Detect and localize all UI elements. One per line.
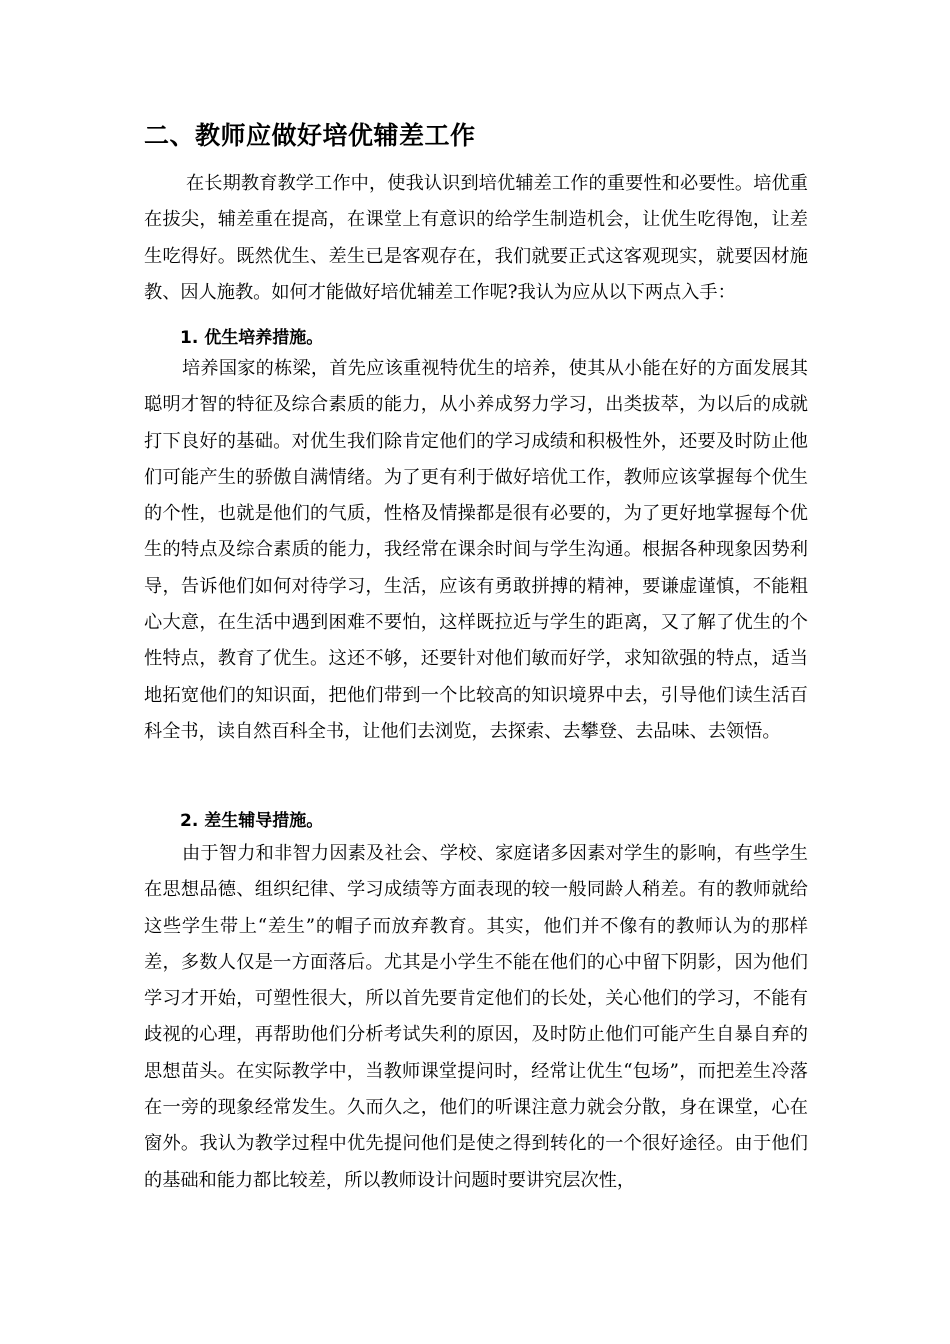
struggling-student-paragraph: 由于智力和非智力因素及社会、学校、家庭诸多因素对学生的影响，有些学生在思想品德、组织纪律、学习成绩等方面表现的较一般同龄人稍差。有的教师就给这些学生带上“差生”的帽子而放弃教育。其实，他们并不像有的教师认为的那样差，多数人仅是一方面落后。尤其是小学生不能在他们的心中留下阴影，因为他们学习才开始，可塑性很大，所以首先要肯定他们的长处，关心他们的学习，不能有歧视的心理，再帮助他们分析考试失利的原因，及时防止他们可能产生自暴自弃的思想苗头。在实际教学中，当教师课堂提问时，经常让优生“包场”，而把差生冷落在一旁的现象经常发生。久而久之，他们的听课注意力就会分散，身在课堂，心在窗外。我认为教学过程中优先提问他们是使之得到转化的一个很好途径。由于他们的基础和能力都比较差，所以教师设计问题时要讲究层次性，: [144, 843, 808, 1191]
top-student-paragraph: 培养国家的栋梁，首先应该重视特优生的培养，使其从小能在好的方面发展其聪明才智的特征及综合素质的能力，从小养成努力学习，出类拔萃，为以后的成就打下良好的基础。对优生我们除肯定他们的学习成绩和积极性外，还要及时防止他们可能产生的骄傲自满情绪。为了更有利于做好培优工作，教师应该掌握每个优生的个性，也就是他们的气质，性格及情操都是很有必要的，为了更好地掌握每个优生的特点及综合素质的能力，我经常在课余时间与学生沟通。根据各种现象因势利导，告诉他们如何对待学习，生活，应该有勇敢拼搏的精神，要谦虚谨慎，不能粗心大意，在生活中遇到困难不要怕，这样既拉近与学生的距离，又了解了优生的个性特点，教育了优生。这还不够，还要针对他们敏而好学，求知欲强的特点，适当地拓宽他们的知识面，把他们带到一个比较高的知识境界中去，引导他们读生活百科全书，读自然百科全书，让他们去浏览，去探索、去攀登、去品味、去领悟。: [144, 358, 808, 742]
subheading-top-student-measures: 1. 优生培养措施。: [180, 328, 324, 348]
intro-paragraph: 在长期教育教学工作中，使我认识到培优辅差工作的重要性和必要性。培优重在拔尖，辅差重在提高，在课堂上有意识的给学生制造机会，让优生吃得饱，让差生吃得好。既然优生、差生已是客观存在，我们就要正式这客观现实，就要因材施教、因人施教。如何才能做好培优辅差工作呢?我认为应从以下两点入手：: [144, 173, 808, 303]
section-heading: 二、教师应做好培优辅差工作: [144, 121, 476, 150]
subheading-struggling-student-measures: 2. 差生辅导措施。: [180, 811, 324, 831]
